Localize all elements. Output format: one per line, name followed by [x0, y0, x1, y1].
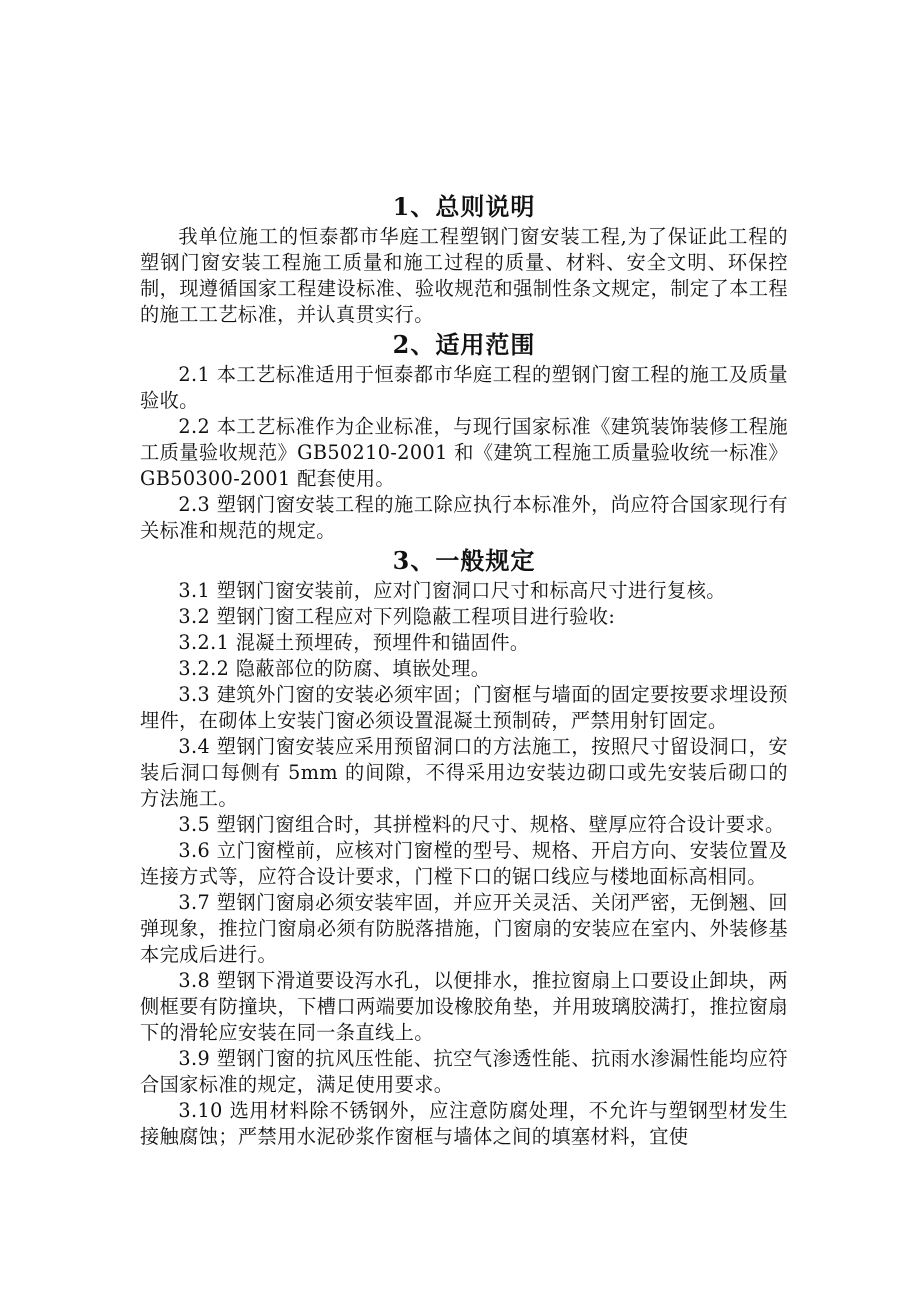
section-heading: 1、总则说明 — [392, 192, 536, 221]
paragraph: 2.3 塑钢门窗安装工程的施工除应执行本标准外，尚应符合国家现行有关标准和规范的规定。 — [140, 493, 788, 542]
section-general-rules — [140, 544, 788, 1150]
section-heading: 2、适用范围 — [392, 330, 536, 359]
section-heading: 3、一般规定 — [392, 546, 536, 575]
paragraph: 3.8 塑钢下滑道要设泻水孔，以便排水，推拉窗扇上口要设止卸块，两侧框要有防撞块，下槽口两端要加设橡胶角垫，并用玻璃胶满打，推拉窗扇下的滑轮应安装在同一条直线上。 — [140, 969, 788, 1044]
paragraph: 3.6 立门窗樘前，应核对门窗樘的型号、规格、开启方向、安装位置及连接方式等，应符合设计要求，门樘下口的锯口线应与楼地面标高相同。 — [140, 839, 788, 888]
paragraph: 3.2.2 隐蔽部位的防腐、填嵌处理。 — [178, 657, 491, 680]
paragraph: 3.9 塑钢门窗的抗风压性能、抗空气渗透性能、抗雨水渗漏性能均应符合国家标准的规定，满足使用要求。 — [140, 1047, 788, 1096]
paragraph: 3.1 塑钢门窗安装前，应对门窗洞口尺寸和标高尺寸进行复核。 — [178, 579, 726, 602]
paragraph: 3.7 塑钢门窗扇必须安装牢固，并应开关灵活、关闭严密，无倒翘、回弹现象，推拉门窗扇必须有防脱落措施，门窗扇的安装应在室内、外装修基本完成后进行。 — [140, 891, 788, 966]
paragraph: 3.2.1 混凝土预埋砖，预埋件和锚固件。 — [178, 631, 530, 654]
paragraph: 3.10 选用材料除不锈钢外，应注意防腐处理，不允许与塑钢型材发生接触腐蚀；严禁用水泥砂浆作窗框与墙体之间的填塞材料，宜使 — [140, 1099, 788, 1148]
document-page — [140, 190, 788, 1150]
paragraph: 3.3 建筑外门窗的安装必须牢固；门窗框与墙面的固定要按要求埋设预埋件，在砌体上安装门窗必须设置混凝土预制砖，严禁用射钉固定。 — [140, 683, 788, 732]
paragraph: 3.5 塑钢门窗组合时，其拼樘料的尺寸、规格、壁厚应符合设计要求。 — [178, 813, 785, 836]
paragraph: 我单位施工的恒泰都市华庭工程塑钢门窗安装工程,为了保证此工程的塑钢门窗安装工程施工质量和施工过程的质量、材料、安全文明、环保控制，现遵循国家工程建设标准、验收规范和强制性条文规定，制定了本工程的施工工艺标准，并认真贯实行。 — [140, 225, 788, 326]
paragraph: 3.2 塑钢门窗工程应对下列隐蔽工程项目进行验收: — [178, 605, 616, 628]
section-scope — [140, 328, 788, 544]
section-general — [140, 190, 788, 328]
paragraph: 3.4 塑钢门窗安装应采用预留洞口的方法施工，按照尺寸留设洞口，安装后洞口每侧有 5mm 的间隙，不得采用边安装边砌口或先安装后砌口的方法施工。 — [140, 735, 788, 810]
paragraph: 2.1 本工艺标准适用于恒泰都市华庭工程的塑钢门窗工程的施工及质量验收。 — [140, 363, 788, 412]
paragraph: 2.2 本工艺标准作为企业标准，与现行国家标准《建筑装饰装修工程施工质量验收规范》GB50210-2001 和《建筑工程施工质量验收统一标准》GB50300-2001 配套使用。 — [140, 415, 788, 490]
